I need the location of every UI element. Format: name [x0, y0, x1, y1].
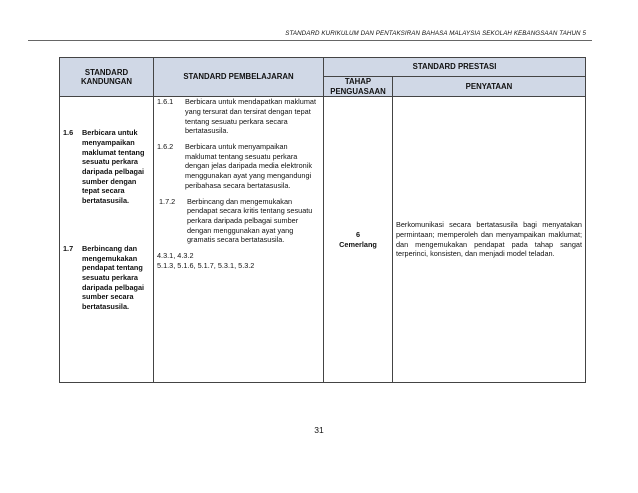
standard-pembelajaran-cell [154, 97, 324, 383]
header-standard-pembelajaran: STANDARD PEMBELAJARAN [154, 58, 324, 97]
page-number: 31 [314, 425, 324, 435]
header-standard-kandungan: STANDARD KANDUNGAN [60, 58, 154, 97]
document-header: STANDARD KURIKULUM DAN PENTAKSIRAN BAHASA MALAYSIA SEKOLAH KEBANGSAAN TAHUN 5 [285, 30, 586, 37]
pembelajaran-number: 1.6.2 [157, 142, 174, 151]
tahap-level: 6 [355, 229, 361, 239]
pembelajaran-item [157, 97, 321, 136]
pembelajaran-text: Berbicara untuk mendapatkan maklumat yang tersurat dan tersirat dengan tepat tentang sesuatu perkara secara bertatasusila. [185, 97, 317, 136]
kandungan-item [63, 244, 151, 312]
standard-kandungan-cell [60, 97, 154, 383]
pembelajaran-item [157, 197, 321, 246]
tahap-label: Cemerlang [339, 239, 377, 249]
reference-line: 4.3.1, 4.3.2 [157, 251, 194, 261]
header-rule [28, 40, 592, 41]
header-penyataan: PENYATAAN [393, 77, 586, 97]
pembelajaran-text: Berbicara untuk menyampaikan maklumat tentang sesuatu perkara dengan jelas daripada media elektronik menggunakan ayat yang mengandungi peribahasa secara bertatasusila. [185, 142, 312, 190]
header-standard-prestasi: STANDARD PRESTASI [324, 58, 586, 77]
pembelajaran-text: Berbincang dan mengemukakan pendapat secara kritis tentang sesuatu perkara daripada pelbagai sumber dengan menggunakan ayat yang gramatis secara bertatasusila. [187, 196, 313, 245]
kandungan-item [63, 128, 151, 206]
tahap-cell [324, 97, 393, 383]
pembelajaran-number: 1.6.1 [157, 97, 174, 107]
kandungan-text: Berbincang dan mengemukakan pendapat tentang sesuatu perkara daripada pelbagai sumber secara bertatasusila. [82, 243, 145, 312]
kandungan-number: 1.7 [63, 243, 74, 253]
pembelajaran-item [157, 142, 321, 191]
kandungan-number: 1.6 [63, 128, 74, 138]
header-tahap-penguasaan: TAHAP PENGUASAAN [324, 77, 393, 97]
curriculum-table [59, 57, 586, 383]
pembelajaran-number: 1.7.2 [159, 196, 176, 206]
reference-line: 5.1.3, 5.1.6, 5.1.7, 5.3.1, 5.3.2 [157, 260, 255, 270]
penyataan-cell: Berkomunikasi secara bertatasusila bagi menyatakan permintaan; memperoleh dan menyampaikan maklumat; dan mengemukakan pendapat pada tahap sangat terperinci, konsisten, dan menjadi model teladan. [393, 97, 586, 383]
kandungan-text: Berbicara untuk menyampaikan maklumat tentang sesuatu perkara daripada pelbagai sumber dengan tepat secara bertatasusila. [82, 128, 145, 206]
